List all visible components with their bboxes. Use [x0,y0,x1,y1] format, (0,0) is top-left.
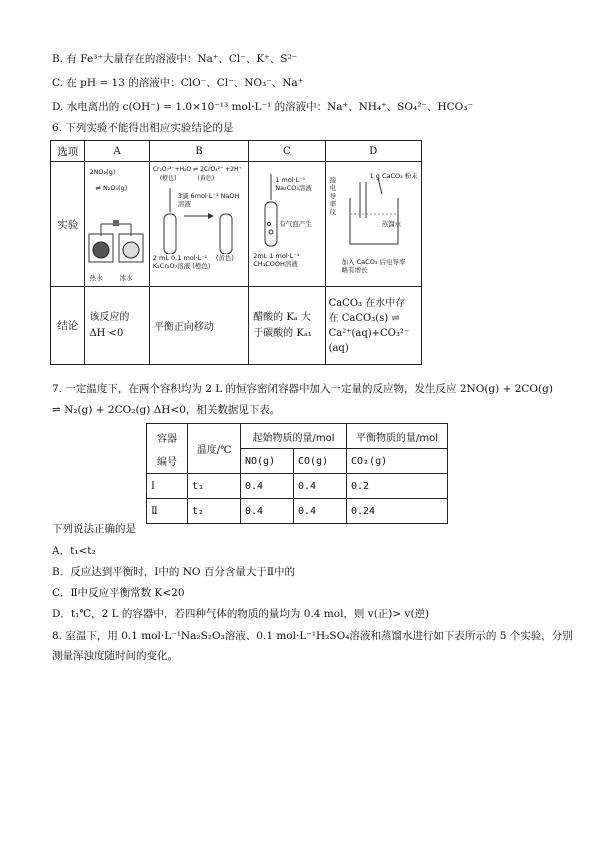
question-8-line2: 测量浑浊度随时间的变化。 [52,650,178,662]
row2-co: 0.4 [294,499,347,524]
row-label-experiment: 实验 [51,162,85,287]
header-co: CO(g) [294,449,347,474]
conclusion-d-line3: Ca²⁺(aq)+CO₃²⁻ [328,327,410,339]
row1-co2: 0.2 [347,474,448,499]
exp-b-eq: Cr₂O₇²⁻+H₂O ⇌ 2CrO₄²⁻ +2H⁺ [152,166,242,173]
conclusion-d [325,287,421,365]
question-6: 6. 下列实验不能得出相应实验结论的是 [52,122,234,134]
row2-co2: 0.24 [347,499,448,524]
table-q7 [146,423,448,524]
exp-a-cold-label: 冰水 [119,274,133,282]
table-row [147,499,448,524]
row1-no: 0.4 [241,474,294,499]
question-8-line1: 8. 室温下，用 0.1 mol·L⁻¹Na₂S₂O₃溶液、0.1 mol·L⁻¹H₂SO₄溶液和蒸馏水进行如下表所示的 5 个实验，分别 [52,630,573,642]
row2-no: 0.4 [241,499,294,524]
conclusion-d-line4: (aq) [328,342,349,354]
question-7-option-c: C．Ⅱ中反应平衡常数 K<20 [52,587,185,599]
header-container [147,424,188,474]
exp-d-powder: 1 g CaCO₃ 粉末 [369,172,418,180]
conclusion-d-line2: 在 CaCO₃(s) ⇌ [328,312,400,324]
header-b: B [149,141,248,162]
experiment-b [149,162,248,287]
header-equilibrium: 平衡物质的量/mol [347,424,448,449]
exp-a-hot-label: 热水 [89,274,103,282]
conclusion-b: 平衡正向移动 [149,287,248,365]
question-7-prompt: 下列说法正确的是 [52,523,136,535]
experiment-a [85,162,149,287]
table-row [147,474,448,499]
conclusion-d-line1: CaCO₃ 在水中存 [328,297,406,309]
row1-id: Ⅰ [147,474,188,499]
row-label-conclusion: 结论 [51,287,85,365]
exp-d-note: 加入 CaCO₃ 后电导率略有增长 [341,258,406,274]
header-container-text: 容器 [157,433,177,445]
exp-c-solution: 2mL 1 mol·L⁻¹ CH₃COOH溶液 [253,252,300,268]
row1-co: 0.4 [294,474,347,499]
conclusion-a: 该反应的 ΔH <0 [85,287,149,365]
exp-b-drop: 3滴 6mol·L⁻¹ NaOH溶液 [177,192,240,208]
question-7-line1: 7. 一定温度下，在两个容积均为 2 L 的恒容密闭容器中加入一定量的反应物，发生反应 2NO(g) + 2CO(g) [52,383,553,395]
experiment-c [249,162,325,287]
header-start: 起始物质的量/mol [241,424,347,449]
exp-d-water: 蒸馏水 [381,220,402,228]
exp-b-solution: 2 mL 0.1 mol·L⁻¹ K₂Cr₂O₇溶液 (橙色) [152,254,211,270]
flasks-diagram [87,218,145,274]
exp-c-reagent: 1 mol·L⁻¹ Na₂CO₃溶液 [275,176,312,192]
experiment-d [325,162,421,287]
header-a: A [85,141,149,162]
option-d-line: D. 水电离出的 c(OH⁻) = 1.0×10⁻¹³ mol·L⁻¹ 的溶液中：Na⁺、NH₄⁺、SO₄²⁻、HCO₃⁻ [52,101,473,113]
header-d: D [325,141,421,162]
table-q6 [50,140,422,365]
header-no: NO(g) [241,449,294,474]
beaker-diagram [342,178,412,248]
row2-temp: t₂ [188,499,241,524]
exp-d-conductivity: 接电导率仪 [329,176,337,216]
test-tubes-b [156,184,236,254]
header-temperature: 温度/℃ [188,424,241,474]
header-number-text: 编号 [157,456,177,468]
exp-c-gas: 有气泡产生 [279,220,312,228]
header-c: C [249,141,325,162]
option-b-line: B. 有 Fe³⁺大量存在的溶液中：Na⁺、Cl⁻、K⁺、S²⁻ [52,53,298,65]
question-7-option-a: A．t₁<t₂ [52,545,96,557]
question-7-line2: ⇌ N₂(g) + 2CO₂(g) ΔH<0，相关数据见下表。 [52,404,281,416]
test-tube-c [257,172,287,252]
exp-b-colors: (橙色) (黄色) [159,175,215,182]
row2-id: Ⅱ [147,499,188,524]
exp-b-yellow: (黄色) [215,254,234,262]
question-7-option-b: B．反应达到平衡时，Ⅰ中的 NO 百分含量大于Ⅱ中的 [52,566,295,578]
header-option: 选项 [51,141,85,162]
option-c-line: C. 在 pH = 13 的溶液中：ClO⁻、Cl⁻、NO₃⁻、Na⁺ [52,77,304,89]
header-co2: CO₂(g) [347,449,448,474]
conclusion-c: 醋酸的 Kₐ 大于碳酸的 Kₐ₁ [249,287,325,365]
exp-a-eq-bottom: ⇌ N₂O₄(g) [95,184,128,192]
question-7-option-d: D．t₁℃，2 L 的容器中，若四种气体的物质的量均为 0.4 mol，则 v(正)> v(逆) [52,608,430,620]
exp-a-eq-top: 2NO₂(g) [89,168,116,176]
row1-temp: t₁ [188,474,241,499]
